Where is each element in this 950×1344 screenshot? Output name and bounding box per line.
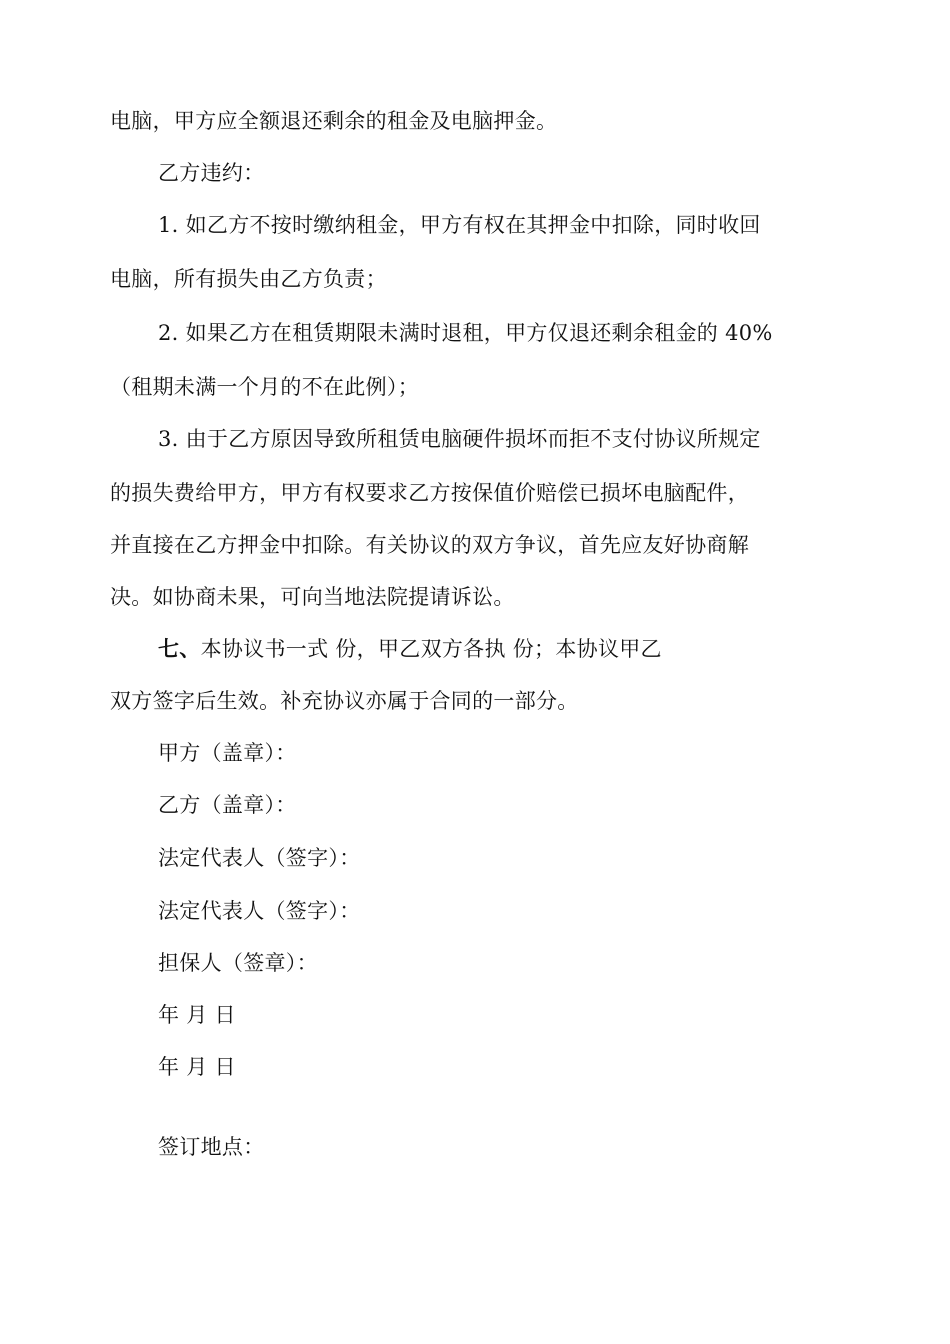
section-7-heading: 七、 [158, 636, 201, 661]
date-line-1: 年 月 日 [158, 1003, 236, 1027]
clause-text-line: 电脑，所有损失由乙方负责； [110, 267, 387, 291]
signing-place-label: 签订地点： [158, 1135, 265, 1159]
signature-legal-rep-a: 法定代表人（签字）： [158, 846, 361, 870]
clause-text-line: 决。如协商未果，可向当地法院提请诉讼。 [110, 585, 515, 609]
clause-text-line: 电脑，甲方应全额退还剩余的租金及电脑押金。 [110, 109, 558, 133]
section-7-line [158, 636, 662, 662]
clause-text-line: 并直接在乙方押金中扣除。有关协议的双方争议，首先应友好协商解 [110, 533, 749, 557]
signature-party-b: 乙方（盖章）： [158, 793, 297, 817]
clause-text-line: （租期未满一个月的不在此例）； [110, 375, 419, 399]
clause-item-3: 3. 由于乙方原因导致所租赁电脑硬件损坏而拒不支付协议所规定 [158, 427, 761, 451]
clause-text-line: 的损失费给甲方，甲方有权要求乙方按保值价赔偿已损坏电脑配件， [110, 481, 749, 505]
clause-heading-party-b-breach: 乙方违约： [158, 161, 265, 185]
section-7-text: 本协议书一式 份，甲乙双方各执 份；本协议甲乙 [200, 637, 662, 661]
section-7-continuation: 双方签字后生效。补充协议亦属于合同的一部分。 [110, 689, 579, 713]
clause-item-1: 1. 如乙方不按时缴纳租金，甲方有权在其押金中扣除，同时收回 [158, 213, 761, 237]
date-line-2: 年 月 日 [158, 1055, 236, 1079]
signature-party-a: 甲方（盖章）： [158, 741, 297, 765]
signature-legal-rep-b: 法定代表人（签字）： [158, 899, 361, 923]
clause-item-2: 2. 如果乙方在租赁期限未满时退租，甲方仅退还剩余租金的 40% [158, 321, 773, 345]
signature-guarantor: 担保人（签章）： [158, 951, 318, 975]
